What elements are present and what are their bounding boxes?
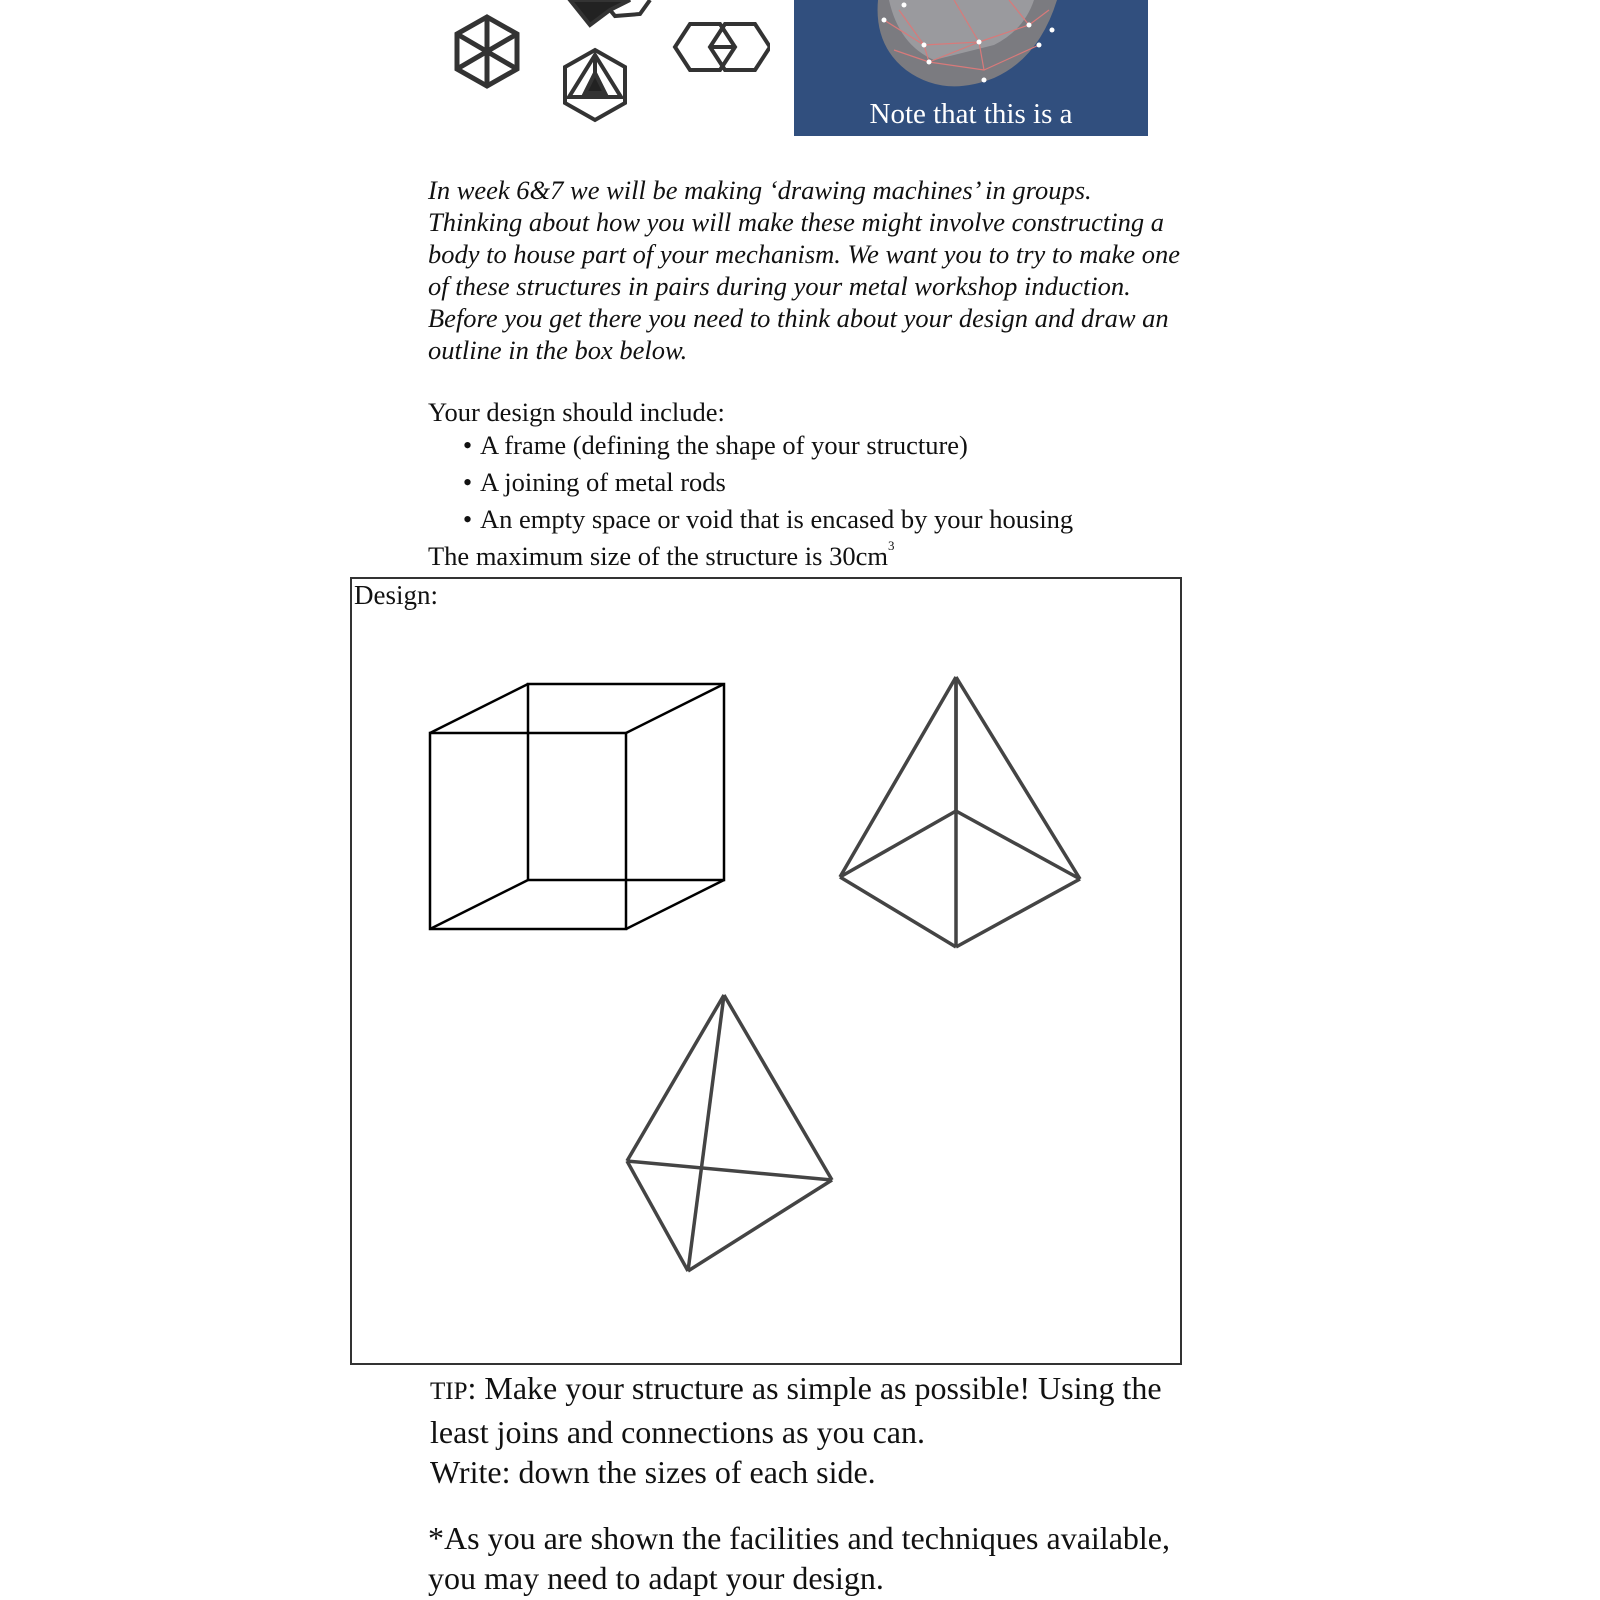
list-item: • An empty space or void that is encased by your housing <box>455 501 1073 538</box>
max-size-note <box>428 538 895 572</box>
max-size-superscript: 3 <box>887 538 895 553</box>
square-pyramid-wireframe-icon <box>840 677 1080 947</box>
adapt-design-note: *As you are shown the facilities and techniques available, you may need to adapt your design. <box>428 1520 1170 1596</box>
design-box[interactable] <box>350 577 1182 1365</box>
hexagon-star-icon <box>457 17 517 86</box>
tip-prefix: TIP <box>430 1378 468 1405</box>
cube-wireframe-icon <box>430 684 724 929</box>
tip-text <box>430 1368 1190 1452</box>
design-label: Design: <box>354 580 438 610</box>
double-hexagon-icon <box>675 24 770 70</box>
list-item: • A joining of metal rods <box>455 464 1073 501</box>
intro-paragraph: In week 6&7 we will be making ‘drawing machines’ in groups. Thinking about how you will make these might involve constructing a body to house part of your mechanism. We want you to try to make one of these structures in pairs during your metal workshop induction. Before you get there you need to think about your design and draw an outline in the box below. <box>428 175 1180 365</box>
design-drawings <box>352 579 1180 1363</box>
requirements-list <box>455 427 1073 538</box>
hexagon-triangle-icon <box>565 50 625 120</box>
polyhedra-illustrations <box>440 0 770 135</box>
tip-write-line: Write: down the sizes of each side. <box>430 1454 876 1490</box>
list-item: • A frame (defining the shape of your structure) <box>455 427 1073 464</box>
tetrahedron-wireframe-icon <box>627 995 832 1271</box>
photo-caption: Note that this is a <box>869 98 1073 130</box>
max-size-text: The maximum size of the structure is 30cm <box>428 541 888 571</box>
tip-body: : Make your structure as simple as possible! Using the least joins and connections as you can. <box>430 1370 1162 1450</box>
geodesic-dome-photo <box>794 0 1148 136</box>
tip-block <box>430 1368 1190 1492</box>
requirements-heading: Your design should include: <box>428 397 725 427</box>
partial-cube-icon <box>570 0 650 25</box>
